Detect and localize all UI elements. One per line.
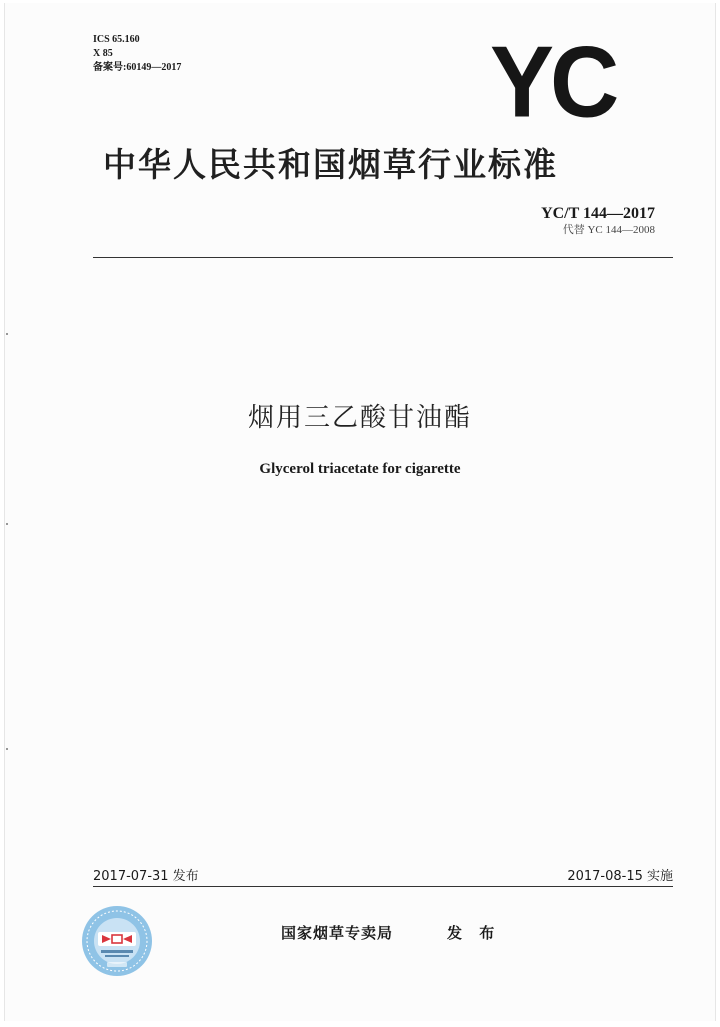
replaces-note: 代替 YC 144—2008 — [562, 224, 655, 236]
seal-text-line — [105, 955, 129, 957]
yc-logo: YC — [490, 26, 616, 139]
classification-block — [93, 33, 181, 75]
seal-text-line — [101, 950, 133, 953]
scan-mark — [6, 523, 8, 525]
publish-label: 发 布 — [447, 924, 501, 942]
scan-mark — [6, 748, 8, 750]
category-code: X 85 — [93, 48, 113, 59]
standard-number: YC/T 144—2017 — [541, 205, 655, 222]
record-number: 备案号:60149—2017 — [93, 62, 182, 73]
implementation-date: 2017-08-15 实施 — [567, 869, 673, 884]
anti-counterfeit-seal-icon — [81, 905, 153, 977]
ics-code: ICS 65.160 — [93, 34, 140, 45]
issue-date: 2017-07-31 发布 — [93, 869, 199, 884]
seal-bottom-label — [107, 962, 127, 967]
standard-code-block — [541, 205, 655, 237]
standard-cover-page — [4, 3, 716, 1021]
scan-mark — [6, 333, 8, 335]
bottom-divider — [93, 886, 673, 887]
document-title-cn: 烟用三乙酸甘油酯 — [247, 403, 472, 433]
top-divider — [93, 257, 673, 258]
publisher-name: 国家烟草专卖局 — [281, 924, 394, 942]
document-title-en: Glycerol triacetate for cigarette — [259, 461, 461, 477]
standard-title: 中华人民共和国烟草行业标准 — [103, 145, 558, 184]
